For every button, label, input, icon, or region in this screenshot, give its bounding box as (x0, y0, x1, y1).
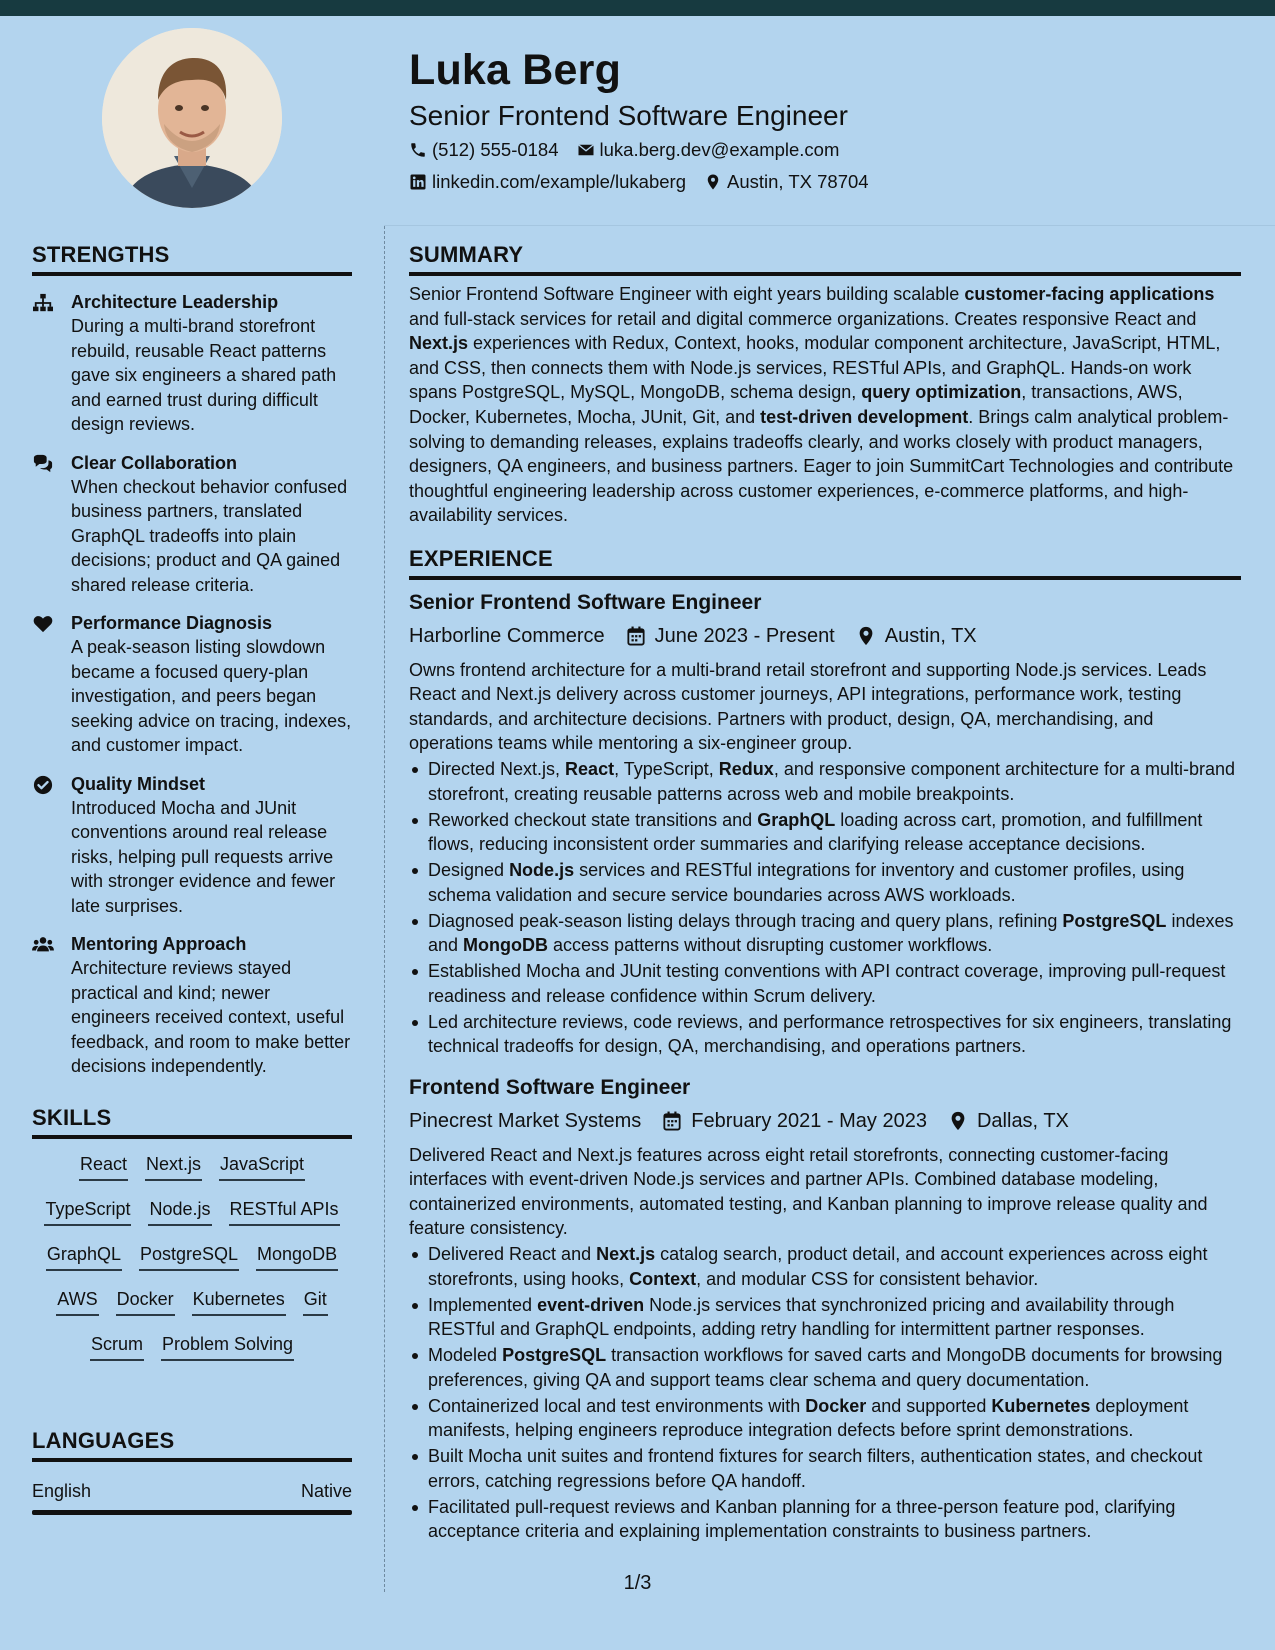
strength-desc: Introduced Mocha and JUnit conventions around real release risks, helping pull requests arrive with stronger evidence and fewer late surprises. (71, 797, 336, 916)
job-bullet: Reworked checkout state transitions and GraphQL loading across cart, promotion, and fulfillment flows, reducing inconsistent order summaries and clarifying release acceptance decisions. (409, 808, 1241, 857)
page-number: 1/3 (623, 1572, 652, 1594)
job-bullet: Facilitated pull-request reviews and Kanban planning for a three-person feature pod, clarifying acceptance criteria and explaining implementation constraints to business partners. (409, 1495, 1241, 1544)
languages-section (32, 1424, 352, 1515)
strength-desc: A peak-season listing slowdown became a focused query-plan investigation, and peers began seeking advice on tracing, indexes, and customer impact. (71, 637, 352, 755)
envelope-icon (577, 141, 595, 159)
skill-tag: PostgreSQL (139, 1241, 239, 1271)
skills-list (32, 1151, 352, 1376)
right-column (409, 238, 1241, 1544)
company-name: Pinecrest Market Systems (409, 1109, 642, 1132)
calendar-icon (663, 1111, 681, 1131)
skill-tag: TypeScript (44, 1196, 131, 1226)
heart-icon (32, 614, 54, 634)
job-bullet: Modeled PostgreSQL transaction workflows for saved carts and MongoDB documents for browsing preferences, giving QA and support teams clear schema and query documentation. (409, 1343, 1241, 1392)
job-bullet: Established Mocha and JUnit testing conventions with API contract coverage, improving pull-request readiness and release confidence within Scrum delivery. (409, 959, 1241, 1008)
location-text: Austin, TX 78704 (727, 171, 869, 192)
strengths-section (32, 238, 352, 1079)
skill-tag: Docker (116, 1286, 175, 1316)
skill-tag: Kubernetes (192, 1286, 286, 1316)
job-bullet: Diagnosed peak-season listing delays through tracing and query plans, refining PostgreSQL indexes and MongoDB access patterns without disrupting customer workflows. (409, 909, 1241, 958)
summary-heading: SUMMARY (409, 238, 1241, 276)
strength-item (32, 932, 352, 1079)
strengths-heading: STRENGTHS (32, 238, 352, 276)
skill-tag: AWS (56, 1286, 98, 1316)
linkedin-contact[interactable] (409, 166, 686, 198)
skill-tag: Problem Solving (161, 1331, 294, 1361)
strength-title: Mentoring Approach (71, 934, 247, 954)
job-location: Dallas, TX (976, 1109, 1069, 1132)
skill-tag: Node.js (148, 1196, 211, 1226)
skill-row (32, 1331, 352, 1376)
top-accent-bar (0, 0, 1275, 16)
strength-desc: During a multi-brand storefront rebuild, reusable React patterns gave six engineers a shared path and earned trust during difficult design reviews. (71, 316, 337, 434)
strength-desc: Architecture reviews stayed practical and kind; newer engineers received context, useful feedback, and room to make better decisions independently. (71, 958, 351, 1076)
left-column (32, 238, 352, 1515)
job-title: Senior Frontend Software Engineer (409, 590, 762, 614)
job-bullet: Directed Next.js, React, TypeScript, Redux, and responsive component architecture for a multi-brand storefront, creating reusable patterns across web and mobile breakpoints. (409, 757, 1241, 806)
languages-heading: LANGUAGES (32, 1424, 352, 1462)
language-name: English (32, 1480, 92, 1501)
map-marker-icon (857, 626, 875, 646)
job-entry (409, 1073, 1241, 1544)
sitemap-icon (32, 293, 54, 313)
comments-icon (32, 454, 54, 474)
language-row (32, 1478, 352, 1504)
experience-heading: EXPERIENCE (409, 542, 1241, 580)
skill-tag: Git (303, 1286, 328, 1316)
linkedin-text: linkedin.com/example/lukaberg (432, 171, 686, 192)
location-contact (704, 166, 869, 198)
skills-heading: SKILLS (32, 1101, 352, 1139)
skills-section (32, 1101, 352, 1376)
job-bullets (409, 1242, 1241, 1544)
linkedin-icon (409, 173, 427, 191)
phone-icon (409, 141, 427, 159)
job-meta (409, 620, 1241, 652)
job-meta (409, 1105, 1241, 1137)
skill-tag: RESTful APIs (229, 1196, 340, 1226)
job-description: Owns frontend architecture for a multi-brand retail storefront and supporting Node.js services. Leads React and Next.js delivery across customer journeys, API integrations, performance work, testing standards, and architecture decisions. Partners with product, design, QA, merchandising, and operations teams while mentoring a six-engineer group. (409, 659, 1207, 754)
skill-row (32, 1151, 352, 1196)
strength-desc: When checkout behavior confused business partners, translated GraphQL tradeoffs into plain decisions; product and QA gained shared release criteria. (71, 476, 348, 595)
skill-tag: React (79, 1151, 128, 1181)
skill-tag: JavaScript (219, 1151, 305, 1181)
job-bullet: Delivered React and Next.js catalog search, product detail, and account experiences across eight storefronts, using hooks, Context, and modular CSS for consistent behavior. (409, 1242, 1241, 1291)
strength-item (32, 290, 352, 437)
profile-photo (102, 28, 282, 208)
job-bullet: Led architecture reviews, code reviews, and performance retrospectives for six engineers, translating technical tradeoffs for design, QA, merchandising, and operations partners. (409, 1010, 1241, 1059)
job-entry (409, 588, 1241, 1059)
calendar-icon (627, 626, 645, 646)
job-bullet: Containerized local and test environments with Docker and supported Kubernetes deployment manifests, helping engineers reproduce integration defects before sprint demonstrations. (409, 1394, 1241, 1443)
experience-section (409, 542, 1241, 1544)
job-bullet: Designed Node.js services and RESTful integrations for inventory and customer profiles, using schema validation and secure service boundaries across AWS workloads. (409, 858, 1241, 907)
candidate-name: Luka Berg (409, 46, 622, 94)
strength-title: Clear Collaboration (71, 452, 238, 473)
skill-tag: MongoDB (256, 1241, 338, 1271)
phone-text: (512) 555-0184 (432, 139, 559, 160)
job-bullet: Implemented event-driven Node.js services that synchronized pricing and availability through RESTful and GraphQL endpoints, adding retry handling for intermittent partner responses. (409, 1293, 1241, 1342)
job-description: Delivered React and Next.js features across eight retail storefronts, connecting customer-facing interfaces with event-driven Node.js services and partner APIs. Combined database modeling, containerized environments, automated testing, and Kanban planning to improve release quality and feature consistency. (409, 1144, 1208, 1239)
column-divider (384, 226, 385, 1592)
language-proficiency-bar (32, 1510, 352, 1515)
phone-contact[interactable] (409, 134, 559, 166)
resume-header (409, 42, 1249, 198)
job-dates: June 2023 - Present (654, 624, 835, 647)
strength-title: Quality Mindset (71, 773, 206, 794)
job-title: Frontend Software Engineer (409, 1075, 691, 1099)
skill-tag: Scrum (90, 1331, 144, 1361)
skill-tag: GraphQL (46, 1241, 122, 1271)
skill-row (32, 1241, 352, 1286)
summary-section (409, 238, 1241, 528)
job-bullets (409, 757, 1241, 1059)
header-divider (384, 225, 1275, 226)
skill-row (32, 1196, 352, 1241)
map-marker-icon (704, 173, 722, 191)
job-location: Austin, TX (884, 624, 977, 647)
strength-item (32, 772, 352, 919)
check-circle-icon (32, 775, 54, 795)
users-icon (32, 935, 54, 955)
map-marker-icon (949, 1111, 967, 1131)
email-contact[interactable] (577, 134, 840, 166)
job-dates: February 2021 - May 2023 (691, 1109, 927, 1132)
skill-tag: Next.js (145, 1151, 202, 1181)
language-level: Native (300, 1480, 352, 1501)
strength-title: Performance Diagnosis (71, 613, 273, 633)
strength-item (32, 611, 352, 758)
strength-title: Architecture Leadership (71, 292, 279, 312)
contact-row-2 (409, 166, 1249, 198)
company-name: Harborline Commerce (409, 624, 605, 647)
contact-row-1 (409, 134, 1249, 166)
portrait-image (102, 28, 282, 208)
strength-item (32, 451, 352, 598)
candidate-title: Senior Frontend Software Engineer (409, 100, 848, 131)
email-text: luka.berg.dev@example.com (599, 139, 840, 160)
job-bullet: Built Mocha unit suites and frontend fixtures for search filters, authentication states, and checkout errors, catching regressions before QA handoff. (409, 1444, 1241, 1493)
summary-text: Senior Frontend Software Engineer with eight years building scalable customer-facing applications and full-stack services for retail and digital commerce organizations. Creates responsive React and Next.js experiences with Redux, Context, hooks, modular component architecture, JavaScript, HTML, and CSS, then connects them with Node.js services, RESTful APIs, and GraphQL. Hands-on work spans PostgreSQL, MySQL, MongoDB, schema design, query optimization, transactions, AWS, Docker, Kubernetes, Mocha, JUnit, Git, and test-driven development. Brings calm analytical problem-solving to demanding releases, explains tradeoffs clearly, and works closely with product managers, designers, QA engineers, and business partners. Eager to join SummitCart Technologies and contribute thoughtful engineering leadership across customer experiences, e-commerce platforms, and high-availability services. (409, 284, 1234, 526)
skill-row (32, 1286, 352, 1331)
